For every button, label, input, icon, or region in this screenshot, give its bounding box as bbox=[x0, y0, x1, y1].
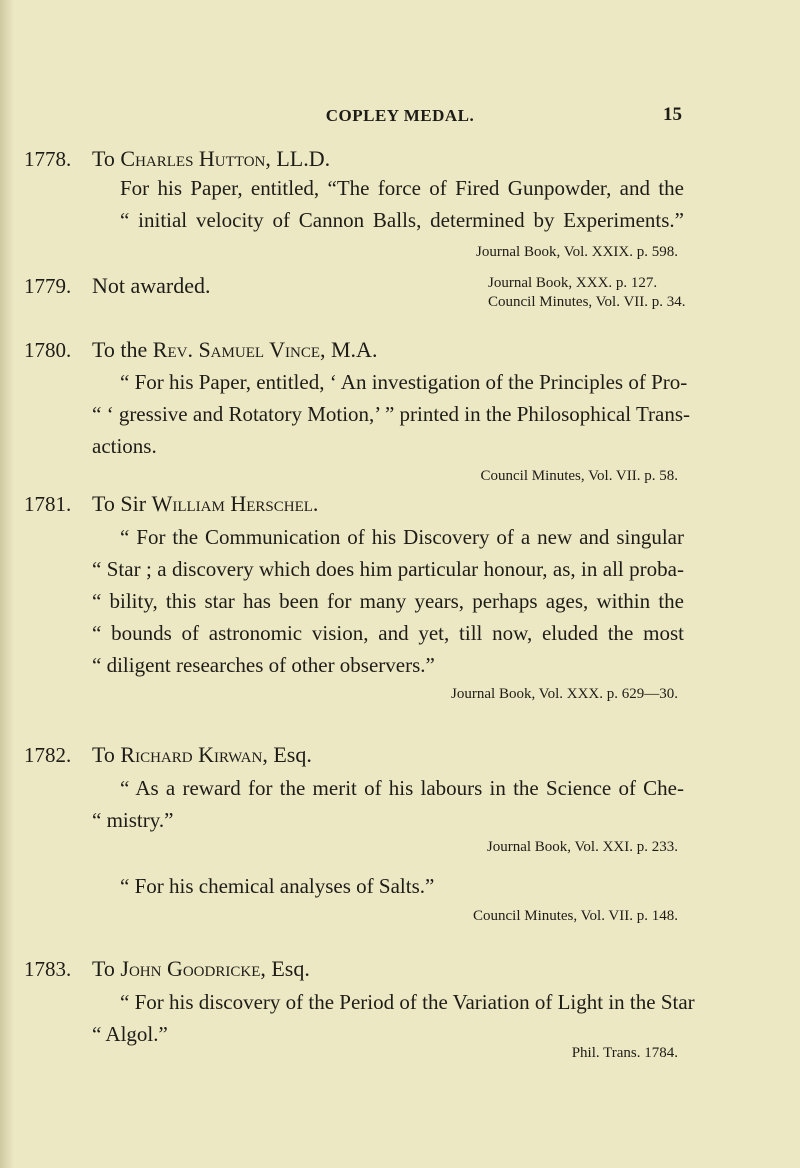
citation-line: “ diligent researches of other observers.” bbox=[92, 653, 435, 677]
entry-recipient bbox=[92, 742, 312, 768]
recipient-name: Charles Hutton bbox=[120, 146, 266, 171]
entry-recipient bbox=[92, 956, 310, 982]
citation-line: “ initial velocity of Cannon Balls, determined by Experiments.” bbox=[120, 208, 684, 232]
citation-line: For his Paper, entitled, “The force of Fired Gunpowder, and the bbox=[120, 176, 684, 200]
reference: Journal Book, XXX. p. 127. bbox=[488, 275, 658, 291]
recipient-name: John Goodricke bbox=[120, 956, 261, 981]
citation-line: “ ‘ gressive and Rotatory Motion,’ ” printed in the Philosophical Trans- bbox=[92, 402, 691, 426]
citation-text bbox=[92, 986, 695, 1050]
recipient-suffix: , M.A. bbox=[320, 337, 378, 362]
recipient-suffix: , LL.D. bbox=[265, 146, 331, 171]
citation-line: “ bility, this star has been for many years, perhaps ages, within the bbox=[92, 589, 684, 613]
reference: Journal Book, Vol. XXX. p. 629—30. bbox=[451, 686, 678, 702]
entry-year: 1781. bbox=[24, 492, 72, 516]
running-head: COPLEY MEDAL. bbox=[325, 106, 475, 125]
reference: Journal Book, Vol. XXI. p. 233. bbox=[486, 839, 678, 855]
citation-line: “ bounds of astronomic vision, and yet, till now, eluded the most bbox=[92, 621, 684, 645]
entry-year: 1782. bbox=[24, 743, 72, 767]
citation-line: “ Algol.” bbox=[92, 1022, 168, 1046]
citation-line: “ For his Paper, entitled, ‘ An investigation of the Principles of Pro- bbox=[120, 370, 688, 394]
citation-text bbox=[92, 870, 684, 902]
recipient-prefix: To the bbox=[92, 337, 153, 362]
reference: Council Minutes, Vol. VII. p. 148. bbox=[472, 908, 678, 924]
recipient-prefix: To bbox=[92, 956, 121, 981]
entry-year: 1783. bbox=[24, 957, 72, 981]
entry-recipient bbox=[92, 491, 318, 517]
citation-line: “ For his chemical analyses of Salts.” bbox=[120, 874, 435, 898]
reference: Council Minutes, Vol. VII. p. 58. bbox=[480, 468, 678, 484]
entry-recipient bbox=[92, 337, 377, 363]
recipient-prefix: To bbox=[92, 742, 121, 767]
recipient-name: William Herschel bbox=[151, 491, 313, 516]
entry-recipient: Not awarded. bbox=[92, 273, 211, 298]
entry-year: 1779. bbox=[24, 274, 72, 298]
page-edge-shadow bbox=[0, 0, 14, 1168]
page-number: 15 bbox=[663, 104, 682, 125]
citation-line: actions. bbox=[92, 434, 157, 458]
reference: Phil. Trans. 1784. bbox=[571, 1045, 678, 1061]
entry-recipient bbox=[92, 146, 330, 172]
recipient-prefix: To bbox=[92, 146, 121, 171]
citation-text bbox=[92, 172, 684, 236]
page-header bbox=[0, 103, 800, 133]
recipient-suffix: , Esq. bbox=[262, 742, 312, 767]
recipient-prefix: To Sir bbox=[92, 491, 152, 516]
citation-line: “ For the Communication of his Discovery of a new and singular bbox=[120, 525, 684, 549]
recipient-suffix: , Esq. bbox=[260, 956, 310, 981]
citation-line: “ As a reward for the merit of his labours in the Science of Che- bbox=[120, 776, 684, 800]
citation-text bbox=[92, 772, 684, 836]
citation-line: “ mistry.” bbox=[92, 808, 174, 832]
entry-year: 1780. bbox=[24, 338, 72, 362]
citation-line: “ For his discovery of the Period of the Variation of Light in the Star bbox=[120, 990, 695, 1014]
recipient-name: Rev. Samuel Vince bbox=[152, 337, 320, 362]
reference: Journal Book, Vol. XXIX. p. 598. bbox=[476, 244, 678, 260]
reference: Council Minutes, Vol. VII. p. 34. bbox=[488, 294, 686, 310]
citation-text bbox=[92, 366, 691, 462]
recipient-suffix: . bbox=[312, 491, 319, 516]
citation-line: “ Star ; a discovery which does him particular honour, as, in all proba- bbox=[92, 557, 684, 581]
entry-year: 1778. bbox=[24, 147, 72, 171]
citation-text bbox=[92, 521, 684, 681]
recipient-name: Richard Kirwan bbox=[120, 742, 263, 767]
